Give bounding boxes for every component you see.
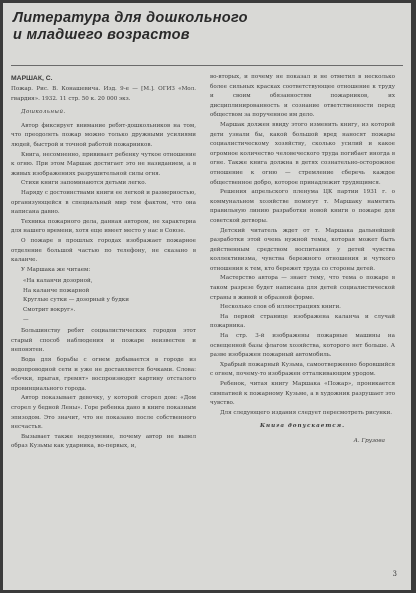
review-paragraph: во-вторых, и почему не показал и не отметил в несколько более сильных красках соответствующее отношение к труду и своим обязанностям пожарников, их дисциплинированность и сознание ответственности перед обществом за порученное им дело. [210,74,395,119]
review-paragraph: Автор показывает девочку, у которой сгорел дом: «Дом сгорел у бедной Лены». Горе ребенка дано в книге показным эпизодом. Это значит, что не показано после собственного несчастья. [11,395,196,431]
verdict-line: Книга допускается. [259,423,346,430]
review-paragraph: Мастерство автора — знает тему, что тема о пожаре в таком разрезе будет написана для детей социалистической страны в живой и образной форме. [210,275,395,301]
poem-line: Смотрит вокруг». [23,307,76,314]
review-paragraph: Большинству ребят социалистических городов этот старый способ наблюдения и пожаре неизвестен и непонятен. [11,328,196,354]
right-column [210,73,395,447]
left-column [11,73,196,452]
review-paragraph: Техника пожарного дела, данная автором, не характерна для нашего времени, хотя еще имеет место у нас в Союзе. [11,218,196,235]
review-paragraph: Детский читатель ждет от т. Маршака дальнейшей разработки этой очень нужной темы, которая может быть действенным средством воспитания у детей чувства коллективизма, чувства бережного отношения и чуткого отношения к тем, кто бережет труда со стороны детей. [210,227,395,272]
document-page [3,3,411,590]
poem-line: На каланче пожарной [23,287,90,294]
section-header-line-2: и младшего возрастов [13,27,190,43]
poem-line: — [23,316,29,323]
review-paragraph: О пожаре в прошлых городах изображает пожарное отделение большой частью по телефону, не сказано в каланче. [11,237,196,264]
review-paragraph: На первой странице изображена каланча и случай пожарника. [210,313,395,330]
review-paragraph: Ребенок, читая книгу Маршака «Пожар», проникается симпатией к пожарному Кузьме, а в художник разрушает это чувство. [210,381,395,407]
section-header [13,10,393,44]
review-paragraph: Наряду с достоинствами книги ее легкой и размерностью, организующейся в специальный мир тем фактом, что она написана давно. [11,189,196,216]
quoted-poem [23,277,196,325]
header-rule [11,65,403,66]
poem-line: Круглые сутки — дозорный у будки [23,297,130,304]
section-header-line-1: Литература для дошкольного [13,10,248,26]
reviewer-signature: А. Грузова [353,437,385,444]
review-paragraph: Решения апрельского пленума ЦК партии 1931 г. о коммунальном хозяйстве помогут т. Маршаку наметить правильную линию разработки новой книги о пожаре для советской детворы. [210,189,395,224]
review-paragraph: Храбрый пожарный Кузьма, самоотверженно боровшийся с огнем, почему-то изображен отталкивающим уродом. [210,361,395,378]
review-paragraph: У Маршака же читаем: [21,266,91,273]
review-paragraph: Книга, несомненно, прививает ребенку чуткое отношение к огню. При этом Маршак достигает это не назиданием, а в живых изображениях разрушительной силы огня. [11,151,196,177]
review-paragraph: На стр. 3-й изображены пожарные машины на освещенной базы флагом хозяйства, которого нет больше. А разве изображен пожарный автомобиль. [210,333,395,359]
poem-line: «На каланчи дозорной, [23,278,93,285]
review-paragraph: Несколько слов об иллюстрациях книги. [220,304,341,311]
review-paragraph: Для следующего издания следует пересмотреть рисунки. [220,409,392,416]
bibliographic-entry: Пожар. Рис. В. Конашевича. Изд. 9-е — [М.]. ОГИЗ «Мол. гвардия». 1932. 11 стр. 50 к. 20 000 экз. [11,86,196,102]
review-paragraph: Маршак должен ввиду этого изменить книгу, из которой дети узнали бы, какой большой вред наносят пожары социалистическому хозяйству, сколько усилий и какое огромное количество человеческого труда погибает иногда в огне. Также книга должна в детях сознательно-осторожное отношение к огню — стремление сберечь каждое общественное добро, которое принадлежит трудящимся. [210,121,395,186]
review-paragraph: Автор фиксирует внимание ребят-дошкольников на том, что преодолеть пожар можно только дружными усилиями людей, быстрой и точной работой пожарников. [11,122,196,148]
review-author: МАРШАК, С. [11,75,53,82]
review-paragraph: Вода для борьбы с огнем добывается в городе из водопроводной сети и уже не доставляется бочками. Слова: «бочки, прыгая, гремят» воспроизводят картину отсталого провинциального города. [11,357,196,392]
page-number: 3 [392,570,397,578]
age-group-label: Дошкольный. [21,109,66,116]
review-paragraph: Вызывает также недоумение, почему автор не вывел образ Кузьмы как ударника, во-первых, и, [11,433,196,450]
review-paragraph: Стихи книги запоминаются детьми легко. [21,180,147,187]
